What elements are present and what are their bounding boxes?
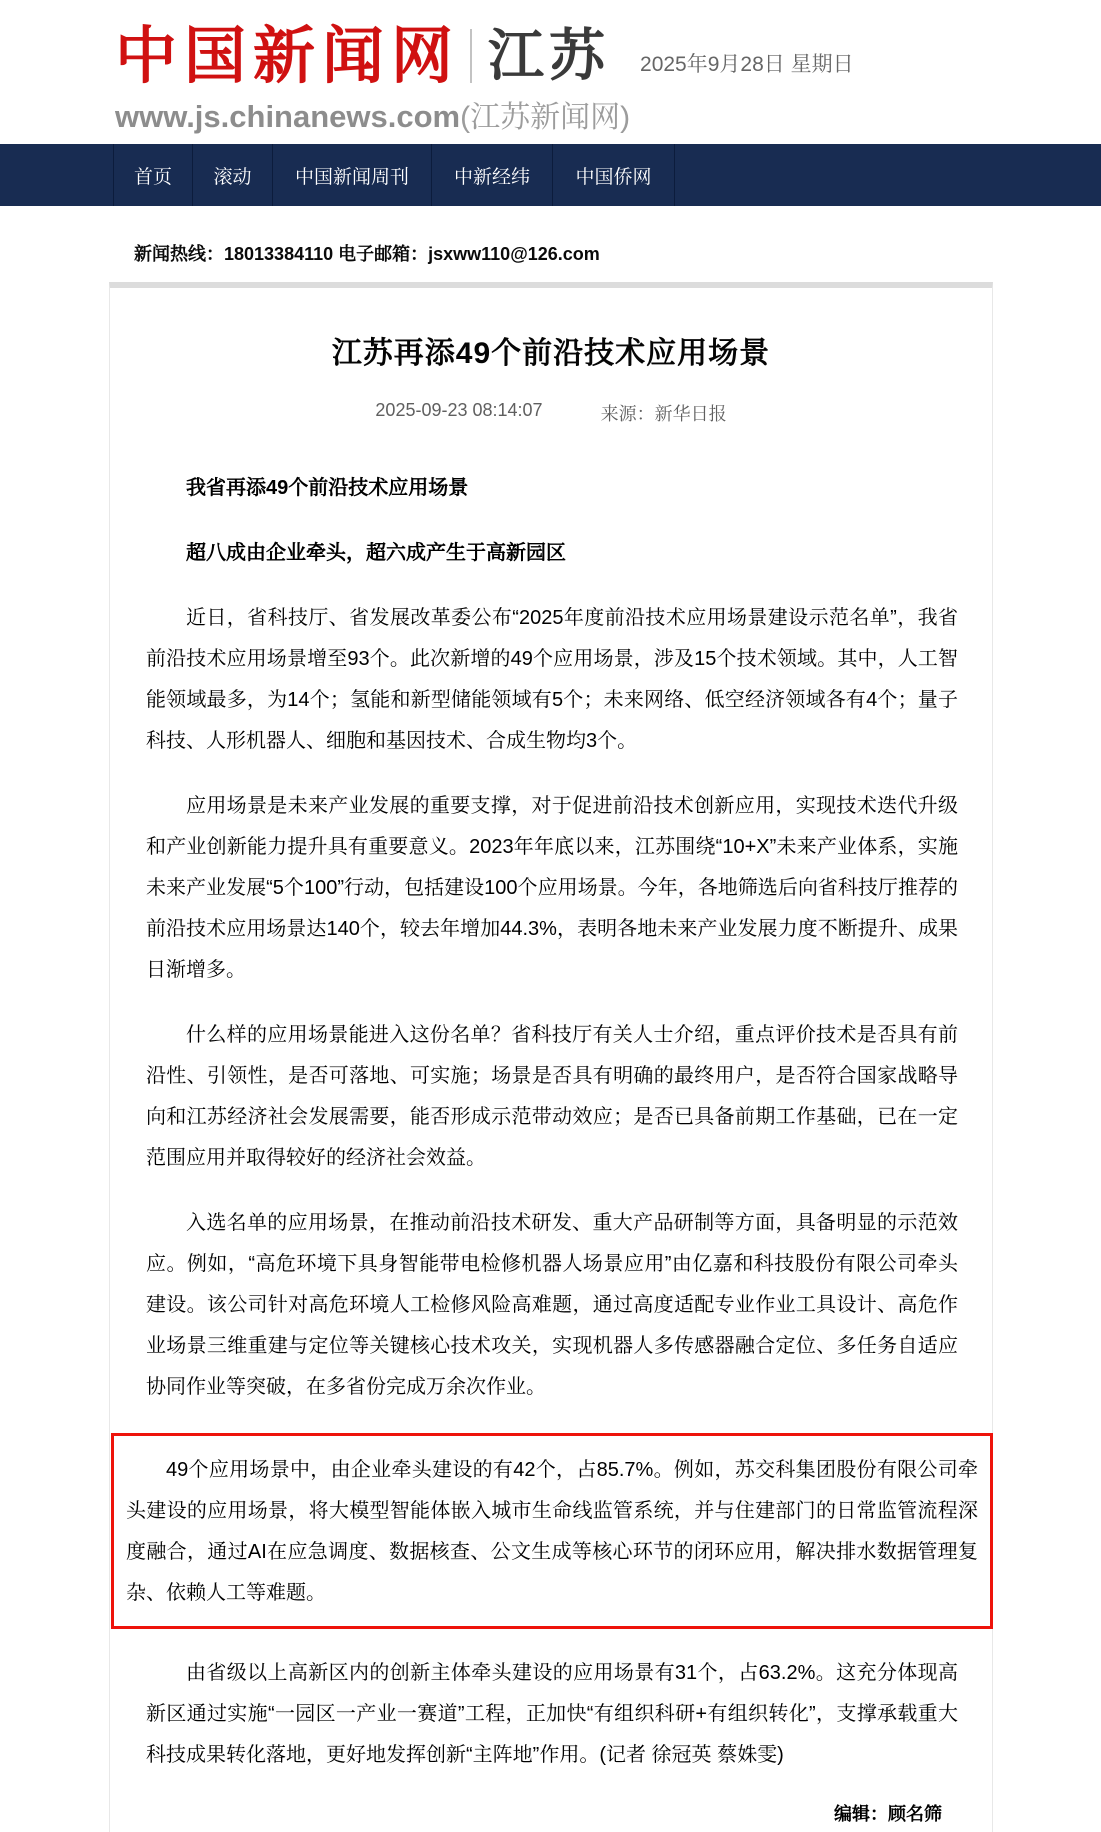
logo-row	[115, 14, 1101, 98]
nav-item-jwview[interactable]: 中新经纬	[432, 144, 553, 206]
region-label[interactable]: 江苏	[488, 24, 611, 87]
article-paragraph: 近日，省科技厅、省发展改革委公布“2025年度前沿技术应用场景建设示范名单”，我省前沿技术应用场景增至93个。此次新增的49个应用场景，涉及15个技术领域。其中，人工智能领域最多，为14个；氢能和新型储能领域有5个；未来网络、低空经济领域各有4个；量子科技、人形机器人、细胞和基因技术、合成生物均3个。	[146, 607, 958, 752]
article-card	[109, 282, 993, 1832]
article-source: 来源：新华日报	[600, 404, 727, 424]
article-paragraph: 应用场景是未来产业发展的重要支撑，对于促进前沿技术创新应用，实现技术迭代升级和产业创新能力提升具有重要意义。2023年年底以来，江苏围绕“10+X”未来产业体系，实施未来产业发展“5个100”行动，包括建设100个应用场景。今年，各地筛选后向省科技厅推荐的前沿技术应用场景达140个，较去年增加44.3%，表明各地未来产业发展力度不断提升、成果日渐增多。	[146, 795, 958, 981]
article-title: 江苏再添49个前沿技术应用场景	[331, 337, 771, 370]
nav-fill	[675, 144, 1101, 206]
site-url-main[interactable]: www.js.chinanews.com	[115, 99, 461, 134]
article-meta	[110, 400, 992, 426]
nav-spacer	[0, 144, 114, 206]
highlight-annotation-box	[111, 1433, 993, 1629]
publish-time: 2025-09-23 08:14:07	[375, 400, 543, 420]
site-url	[115, 100, 1101, 140]
nav-item-chinaqw[interactable]: 中国侨网	[553, 144, 675, 206]
masthead	[0, 0, 1101, 140]
site-logo[interactable]: 中国新闻网	[115, 19, 461, 92]
article-paragraph: 入选名单的应用场景，在推动前沿技术研发、重大产品研制等方面，具备明显的示范效应。例如，“高危环境下具身智能带电检修机器人场景应用”由亿嘉和科技股份有限公司牵头建设。该公司针对高危环境人工检修风险高难题，通过高度适配专业作业工具设计、高危作业场景三维重建与定位等关键核心技术攻关，实现机器人多传感器融合定位、多任务自适应协同作业等突破，在多省份完成万余次作业。	[146, 1212, 958, 1398]
article-body	[110, 468, 992, 1826]
header-date: 2025年9月28日 星期日	[640, 53, 854, 76]
logo-divider	[470, 29, 472, 83]
nav-item-china-newsweek[interactable]: 中国新闻周刊	[273, 144, 432, 206]
hotline-info: 新闻热线：18013384110 电子邮箱：jsxww110@126.com	[134, 244, 600, 264]
site-url-suffix: (江苏新闻网)	[460, 101, 631, 134]
article-subhead: 我省再添49个前沿技术应用场景	[186, 477, 469, 499]
article-paragraph: 什么样的应用场景能进入这份名单？省科技厅有关人士介绍，重点评价技术是否具有前沿性、引领性，是否可落地、可实施；场景是否具有明确的最终用户，是否符合国家战略导向和江苏经济社会发展需要，能否形成示范带动效应；是否已具备前期工作基础，已在一定范围应用并取得较好的经济社会效益。	[146, 1024, 958, 1169]
article-subhead: 超八成由企业牵头，超六成产生于高新园区	[186, 542, 566, 564]
nav-item-scroll-news[interactable]: 滚动	[193, 144, 273, 206]
article-paragraph: 由省级以上高新区内的创新主体牵头建设的应用场景有31个，占63.2%。这充分体现高新区通过实施“一园区一产业一赛道”工程，正加快“有组织科研+有组织转化”，支撑承载重大科技成果转化落地，更好地发挥创新“主阵地”作用。(记者 徐冠英 蔡姝雯)	[146, 1662, 958, 1766]
highlighted-paragraph: 49个应用场景中，由企业牵头建设的有42个，占85.7%。例如，苏交科集团股份有限公司牵头建设的应用场景，将大模型智能体嵌入城市生命线监管系统，并与住建部门的日常监管流程深度融合，通过AI在应急调度、数据核查、公文生成等核心环节的闭环应用，解决排水数据管理复杂、依赖人工等难题。	[126, 1459, 978, 1604]
nav-item-home[interactable]: 首页	[114, 144, 193, 206]
main-navbar	[0, 144, 1101, 206]
editor-credit: 编辑：顾名筛	[834, 1804, 942, 1824]
